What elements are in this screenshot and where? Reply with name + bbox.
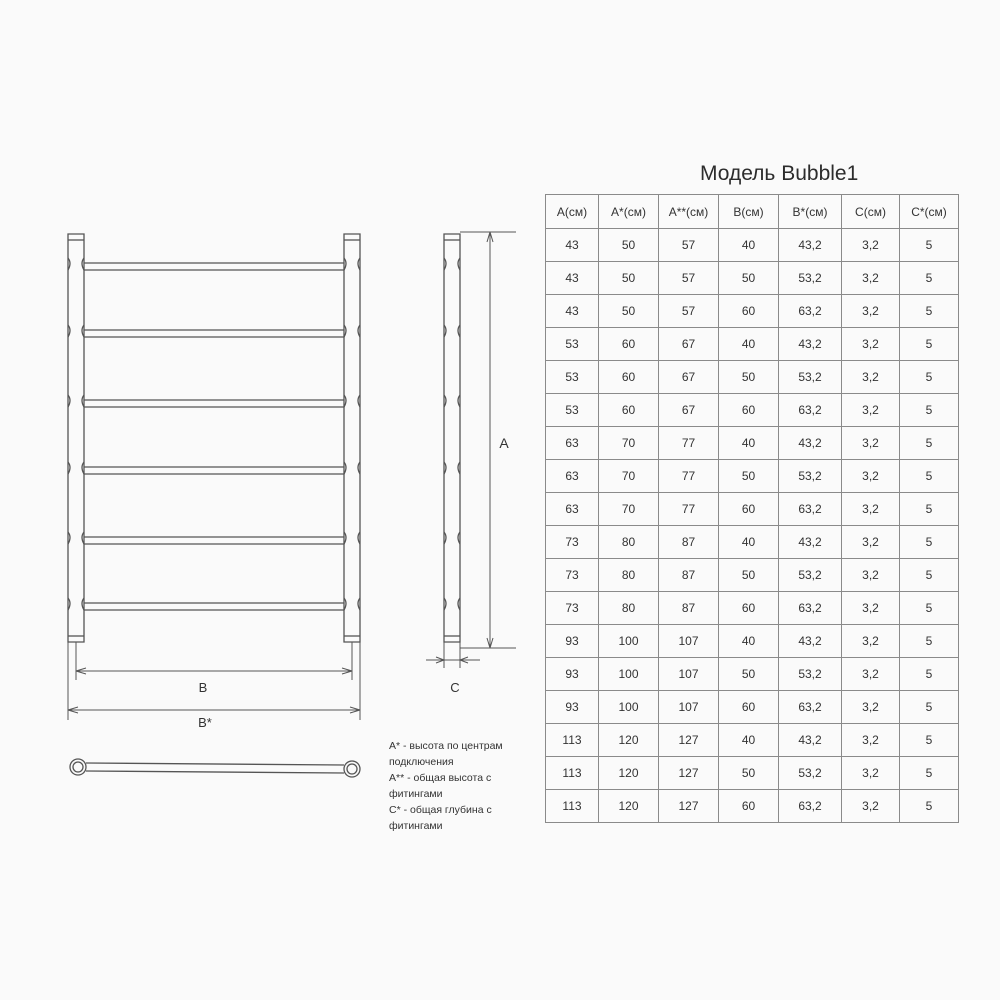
table-cell: 3,2 [842,427,900,460]
table-cell: 63,2 [779,493,842,526]
header-a-star: А*(см) [599,195,659,229]
table-cell: 60 [719,295,779,328]
table-cell: 50 [719,262,779,295]
table-cell: 107 [659,625,719,658]
table-cell: 63,2 [779,394,842,427]
table-cell: 3,2 [842,592,900,625]
right-post [344,234,360,642]
table-cell: 120 [599,757,659,790]
table-row [546,328,959,361]
table-cell: 5 [900,427,959,460]
table-cell: 5 [900,328,959,361]
table-row [546,361,959,394]
note-line: фитингами [389,820,443,832]
table-cell: 77 [659,427,719,460]
table-cell: 120 [599,724,659,757]
table-cell: 53,2 [779,658,842,691]
dim-label-c: C [450,680,460,695]
table-cell: 77 [659,460,719,493]
table-cell: 3,2 [842,724,900,757]
table-cell: 57 [659,229,719,262]
table-cell: 113 [546,757,599,790]
table-cell: 60 [719,493,779,526]
table-cell: 80 [599,592,659,625]
table-cell: 3,2 [842,328,900,361]
table-cell: 3,2 [842,757,900,790]
table-cell: 63 [546,493,599,526]
table-cell: 113 [546,724,599,757]
header-a-double-star: А**(см) [659,195,719,229]
table-row [546,724,959,757]
table-row [546,559,959,592]
table-cell: 50 [599,229,659,262]
table-row [546,262,959,295]
table-row [546,757,959,790]
table-cell: 70 [599,460,659,493]
table-cell: 60 [599,394,659,427]
table-cell: 60 [719,691,779,724]
table-cell: 107 [659,691,719,724]
header-b-star: В*(см) [779,195,842,229]
table-cell: 53,2 [779,262,842,295]
table-cell: 40 [719,625,779,658]
table-row [546,592,959,625]
dim-label-b: B [198,680,208,695]
table-row [546,526,959,559]
dim-label-a: A [499,435,509,451]
table-cell: 3,2 [842,229,900,262]
table-cell: 40 [719,427,779,460]
table-cell: 43 [546,262,599,295]
table-row [546,493,959,526]
side-view [444,234,460,642]
table-cell: 70 [599,493,659,526]
table-cell: 50 [599,262,659,295]
table-cell: 5 [900,790,959,823]
table-cell: 107 [659,658,719,691]
table-cell: 5 [900,361,959,394]
table-cell: 5 [900,460,959,493]
table-cell: 80 [599,526,659,559]
table-cell: 63,2 [779,592,842,625]
table-cell: 63,2 [779,790,842,823]
table-cell: 60 [719,592,779,625]
table-cell: 5 [900,724,959,757]
table-cell: 50 [719,658,779,691]
table-cell: 3,2 [842,394,900,427]
table-cell: 43,2 [779,724,842,757]
table-cell: 67 [659,328,719,361]
table-cell: 63 [546,427,599,460]
table-cell: 5 [900,559,959,592]
table-row [546,460,959,493]
table-cell: 53 [546,394,599,427]
rungs [84,263,344,610]
header-b: В(см) [719,195,779,229]
table-cell: 5 [900,526,959,559]
table-cell: 57 [659,262,719,295]
table-cell: 5 [900,394,959,427]
notes [389,738,503,834]
table-cell: 87 [659,526,719,559]
table-cell: 73 [546,559,599,592]
dim-label-b-star: B* [198,715,212,730]
table-cell: 93 [546,691,599,724]
table-cell: 3,2 [842,493,900,526]
table-cell: 93 [546,625,599,658]
table-cell: 43,2 [779,526,842,559]
table-cell: 3,2 [842,460,900,493]
table-row [546,691,959,724]
table-cell: 3,2 [842,361,900,394]
table-cell: 43 [546,229,599,262]
table-cell: 3,2 [842,526,900,559]
table-cell: 43,2 [779,427,842,460]
table-cell: 40 [719,229,779,262]
table-cell: 127 [659,757,719,790]
table-cell: 67 [659,394,719,427]
table-cell: 5 [900,757,959,790]
table-cell: 43,2 [779,625,842,658]
table-cell: 60 [599,328,659,361]
table-cell: 80 [599,559,659,592]
table-cell: 5 [900,592,959,625]
table-cell: 3,2 [842,658,900,691]
table-cell: 113 [546,790,599,823]
table-cell: 67 [659,361,719,394]
table-cell: 3,2 [842,559,900,592]
table-cell: 100 [599,691,659,724]
table-cell: 127 [659,790,719,823]
table-cell: 53,2 [779,460,842,493]
table-cell: 5 [900,493,959,526]
table-cell: 3,2 [842,262,900,295]
left-post [68,234,84,642]
table-cell: 50 [719,460,779,493]
table-header-row [546,195,959,229]
table-cell: 77 [659,493,719,526]
note-line: С* - общая глубина с [389,804,492,816]
table-row [546,295,959,328]
table-cell: 53,2 [779,361,842,394]
table-cell: 5 [900,658,959,691]
table-cell: 50 [719,559,779,592]
table-cell: 120 [599,790,659,823]
table-cell: 100 [599,625,659,658]
table-cell: 60 [719,394,779,427]
table-cell: 60 [599,361,659,394]
table-cell: 43,2 [779,328,842,361]
table-cell: 43 [546,295,599,328]
table-cell: 43,2 [779,229,842,262]
table-row [546,394,959,427]
table-cell: 73 [546,526,599,559]
front-view [68,234,360,642]
note-line: А* - высота по центрам [389,740,503,752]
table-cell: 53 [546,361,599,394]
table-cell: 50 [599,295,659,328]
table-cell: 5 [900,691,959,724]
width-dimensions [68,642,360,720]
note-line: фитингами [389,788,443,800]
table-cell: 5 [900,295,959,328]
table-cell: 3,2 [842,691,900,724]
table-cell: 3,2 [842,625,900,658]
table-cell: 50 [719,757,779,790]
note-line: подключения [389,756,454,768]
table-cell: 5 [900,262,959,295]
table-cell: 73 [546,592,599,625]
header-c: С(см) [842,195,900,229]
model-title: Модель Bubble1 [700,162,859,185]
table-cell: 63,2 [779,295,842,328]
table-cell: 63,2 [779,691,842,724]
header-a: А(см) [546,195,599,229]
table-row [546,427,959,460]
table-cell: 5 [900,229,959,262]
table-cell: 100 [599,658,659,691]
table-row [546,658,959,691]
table-cell: 40 [719,328,779,361]
table-cell: 40 [719,724,779,757]
table-cell: 50 [719,361,779,394]
table-row [546,229,959,262]
table-row [546,790,959,823]
table-row [546,625,959,658]
table-cell: 70 [599,427,659,460]
table-cell: 3,2 [842,295,900,328]
table-cell: 63 [546,460,599,493]
table-cell: 60 [719,790,779,823]
table-cell: 87 [659,592,719,625]
table-cell: 53,2 [779,757,842,790]
specifications-table [545,194,959,823]
table-cell: 40 [719,526,779,559]
table-cell: 93 [546,658,599,691]
header-c-star: С*(см) [900,195,959,229]
table-cell: 53 [546,328,599,361]
note-line: А** - общая высота с [389,772,492,784]
table-cell: 53,2 [779,559,842,592]
table-cell: 127 [659,724,719,757]
table-cell: 57 [659,295,719,328]
top-view [70,759,360,777]
table-cell: 3,2 [842,790,900,823]
table-cell: 87 [659,559,719,592]
table-cell: 5 [900,625,959,658]
